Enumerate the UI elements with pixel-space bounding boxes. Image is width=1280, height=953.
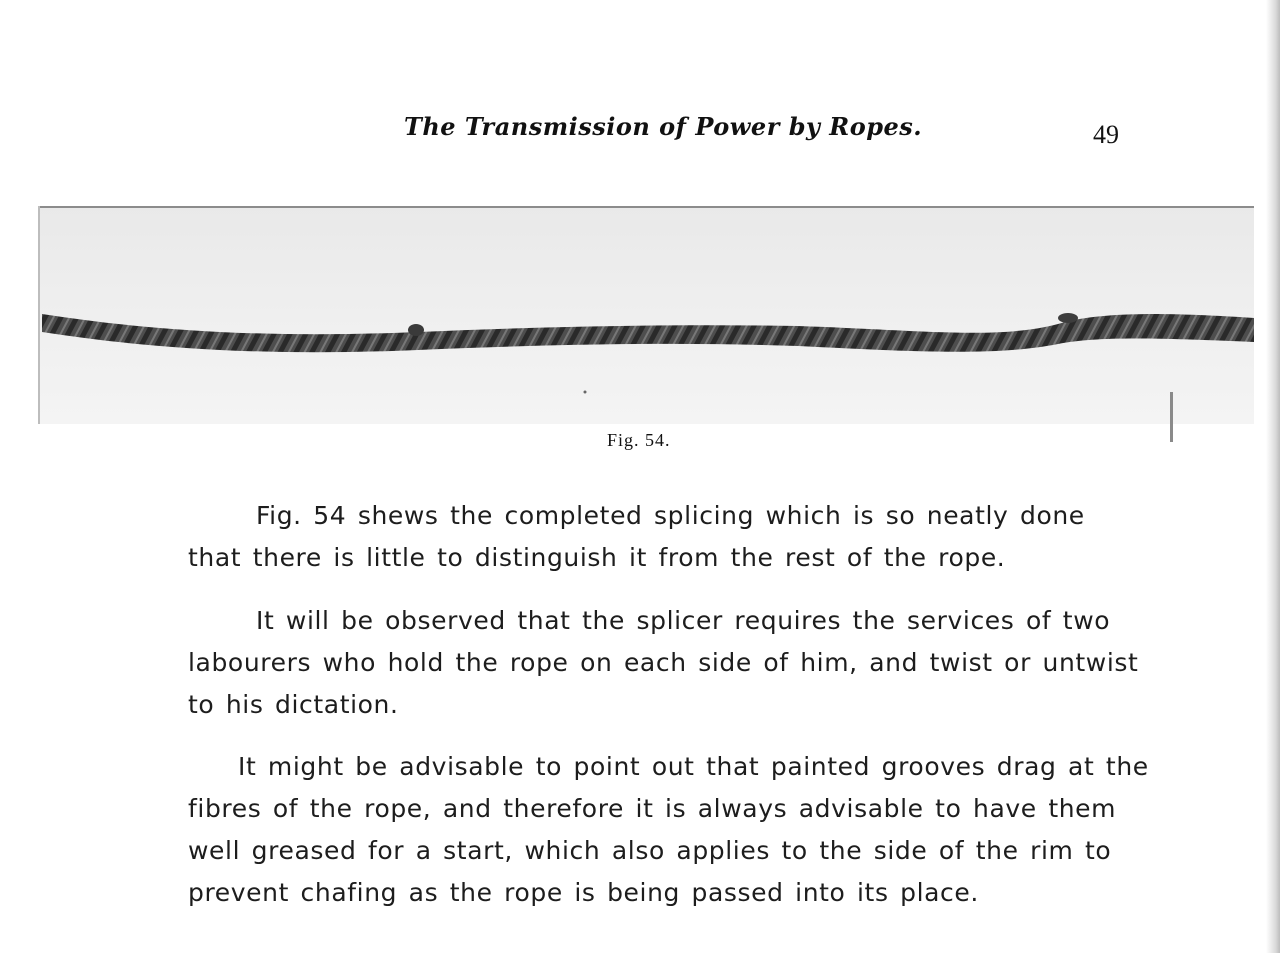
rope-splice-figure xyxy=(38,206,1254,424)
text-line: labourers who hold the rope on each side of him, and twist or untwist xyxy=(188,648,1139,677)
text-line: well greased for a start, which also applies to the side of the rim to xyxy=(188,836,1112,865)
splice-knot xyxy=(408,324,424,336)
page-edge-shadow xyxy=(1266,0,1280,953)
paragraph-1 xyxy=(188,495,1104,579)
paragraph-3 xyxy=(188,746,1149,914)
text-line: prevent chafing as the rope is being passed into its place. xyxy=(188,878,979,907)
margin-pencil-mark xyxy=(1170,392,1173,442)
text-line: Fig. 54 shews the completed splicing which is so neatly done xyxy=(256,501,1085,530)
text-line: It will be observed that the splicer requires the services of two xyxy=(256,606,1111,635)
paragraph-2 xyxy=(188,600,1139,726)
text-line: fibres of the rope, and therefore it is always advisable to have them xyxy=(188,794,1117,823)
spliced-rope-photograph xyxy=(38,206,1254,424)
page-number: 49 xyxy=(1093,120,1119,149)
splice-knot xyxy=(1058,313,1078,323)
text-line: to his dictation. xyxy=(188,690,399,719)
text-line: It might be advisable to point out that painted grooves drag at the xyxy=(238,752,1149,781)
figure-caption: Fig. 54. xyxy=(607,430,671,450)
text-line: that there is little to distinguish it from the rest of the rope. xyxy=(188,543,1006,572)
running-header-title: The Transmission of Power by Ropes. xyxy=(404,112,923,141)
